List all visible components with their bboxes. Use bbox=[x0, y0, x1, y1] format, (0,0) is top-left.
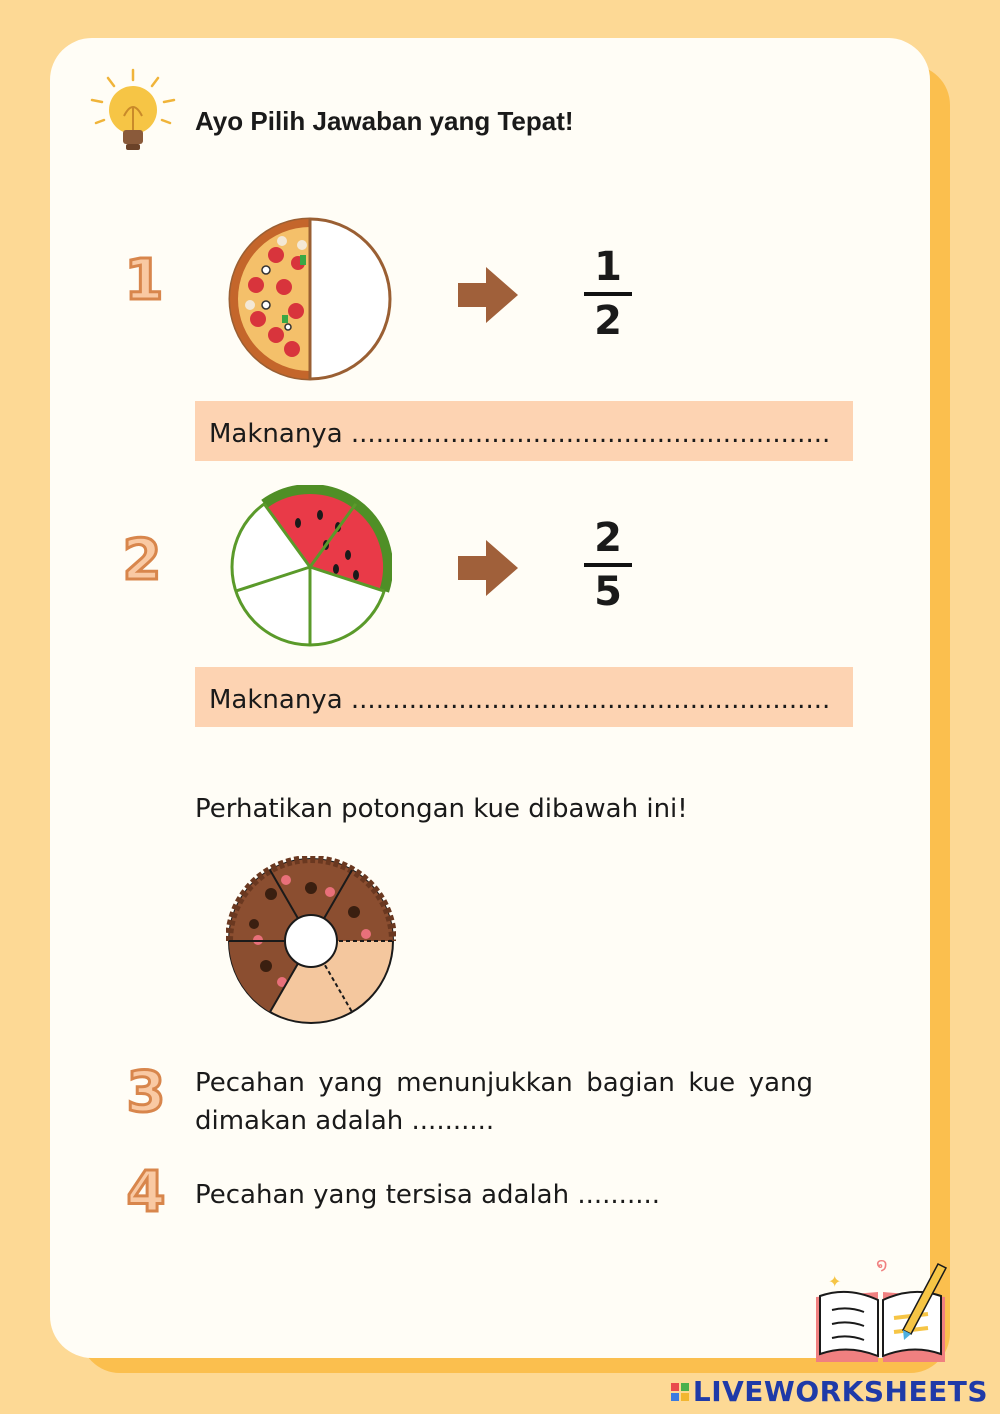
arrow-right-icon bbox=[456, 538, 520, 602]
question-number-4: 4 bbox=[126, 1160, 166, 1225]
answer-field-2[interactable]: Maknanya .......................................................... bbox=[195, 667, 853, 727]
brand-name: LIVEWORKSHEETS bbox=[692, 1375, 988, 1408]
question-number-2: 2 bbox=[122, 528, 162, 593]
denominator: 5 bbox=[594, 569, 622, 615]
watermelon-slices-icon bbox=[228, 485, 392, 653]
page-title: Ayo Pilih Jawaban yang Tepat! bbox=[195, 106, 574, 136]
liveworksheets-logo-icon bbox=[671, 1383, 689, 1401]
brand-logo bbox=[671, 1375, 988, 1408]
open-book-icon bbox=[808, 1252, 953, 1371]
svg-text:✦: ✦ bbox=[828, 1272, 842, 1291]
fraction-1 bbox=[578, 246, 638, 342]
question-4-text: Pecahan yang tersisa adalah .......... bbox=[195, 1180, 661, 1210]
fraction-bar bbox=[584, 563, 632, 567]
question-number-1: 1 bbox=[124, 248, 164, 313]
lightbulb-icon bbox=[88, 68, 178, 167]
fraction-bar bbox=[584, 292, 632, 296]
numerator: 1 bbox=[594, 244, 622, 290]
denominator: 2 bbox=[594, 298, 622, 344]
donut-cake-icon bbox=[226, 856, 396, 1030]
numerator: 2 bbox=[594, 515, 622, 561]
question-number-3: 3 bbox=[126, 1060, 166, 1125]
pizza-half-icon bbox=[226, 215, 394, 387]
question-3-text: Pecahan yang menunjukkan bagian kue yang dimakan adalah .......... bbox=[195, 1068, 813, 1136]
answer-field-1[interactable]: Maknanya .......................................................... bbox=[195, 401, 853, 461]
cake-instruction: Perhatikan potongan kue dibawah ini! bbox=[195, 794, 688, 824]
arrow-right-icon bbox=[456, 265, 520, 329]
svg-text:໑: ໑ bbox=[876, 1254, 888, 1275]
fraction-2 bbox=[578, 517, 638, 613]
